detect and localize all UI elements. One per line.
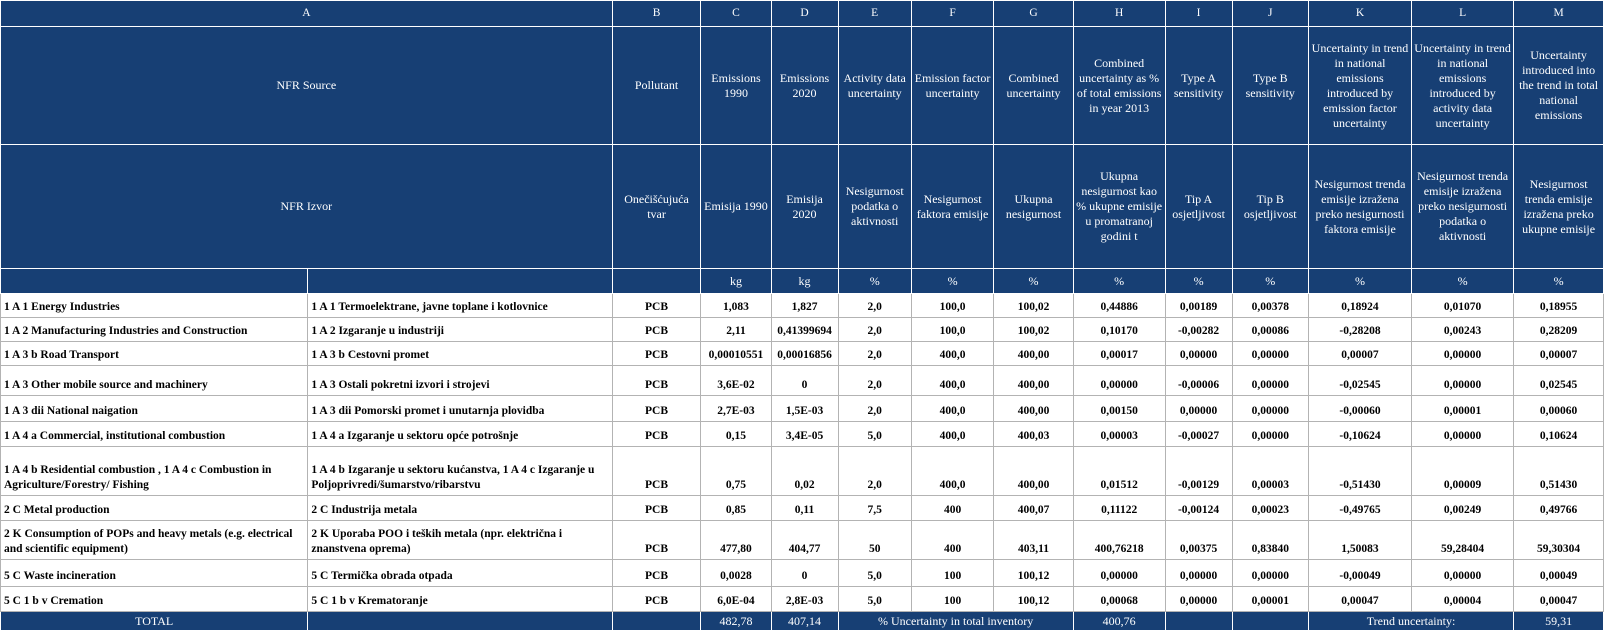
cell-trend-ad[interactable]: 0,00001 <box>1412 396 1514 422</box>
cell-combined-pct[interactable]: 0,00017 <box>1073 342 1165 366</box>
cell-emissions-1990[interactable]: 6,0E-04 <box>701 587 771 612</box>
cell-trend-ad[interactable]: 0,00243 <box>1412 318 1514 342</box>
cell-emissions-2020[interactable]: 0,02 <box>771 447 838 496</box>
col-letter-l[interactable]: L <box>1412 1 1514 27</box>
col-letter-e[interactable]: E <box>838 1 911 27</box>
table-row <box>1 521 1604 560</box>
header-trend-ef-uncertainty[interactable]: Uncertainty in trend in national emissions introduced by emission factor uncertainty <box>1308 27 1411 145</box>
cell-combined-uncertainty[interactable]: 100,02 <box>994 294 1073 318</box>
units-empty[interactable] <box>1 269 308 294</box>
cell-type-b[interactable]: 0,00000 <box>1232 560 1308 587</box>
cell-pollutant[interactable]: PCB <box>612 560 701 587</box>
cell-type-b[interactable]: 0,00000 <box>1232 366 1308 396</box>
table-row <box>1 396 1604 422</box>
header-nfr-source[interactable]: NFR Source <box>1 27 613 145</box>
cell-type-a[interactable]: 0,00000 <box>1165 342 1232 366</box>
cell-trend-ef[interactable]: 1,50083 <box>1308 521 1411 560</box>
header-combined-uncertainty-pct[interactable]: Combined uncertainty as % of total emissions in year 2013 <box>1073 27 1165 145</box>
cell-emissions-1990[interactable]: 0,0028 <box>701 560 771 587</box>
cell-type-b[interactable]: 0,00000 <box>1232 342 1308 366</box>
cell-trend-total[interactable]: 0,28209 <box>1514 318 1604 342</box>
cell-ad-uncertainty[interactable]: 2,0 <box>838 366 911 396</box>
cell-trend-total[interactable]: 0,51430 <box>1514 447 1604 496</box>
unit-cell[interactable]: % <box>994 269 1073 294</box>
header-pollutant[interactable]: Pollutant <box>612 27 701 145</box>
col-letter-h[interactable]: H <box>1073 1 1165 27</box>
unit-cell[interactable]: % <box>911 269 994 294</box>
cell-type-a[interactable]: 0,00000 <box>1165 587 1232 612</box>
cell-combined-pct[interactable]: 0,00000 <box>1073 366 1165 396</box>
header-trend-ukupna[interactable]: Nesigurnost trenda emisije izražena preko ukupne emisije <box>1514 145 1604 269</box>
cell-combined-uncertainty[interactable]: 100,12 <box>994 587 1073 612</box>
cell-ef-uncertainty[interactable]: 100 <box>911 587 994 612</box>
cell-trend-ad[interactable]: 0,00009 <box>1412 447 1514 496</box>
header-emisija-2020[interactable]: Emisija 2020 <box>771 145 838 269</box>
table-row <box>1 560 1604 587</box>
cell-nfr-izvor[interactable]: 1 A 2 Izgaranje u industriji <box>308 318 612 342</box>
cell-ad-uncertainty[interactable]: 5,0 <box>838 422 911 447</box>
cell-nfr-source[interactable]: 1 A 2 Manufacturing Industries and Construction <box>1 318 308 342</box>
cell-type-b[interactable]: 0,00003 <box>1232 447 1308 496</box>
col-letter-j[interactable]: J <box>1232 1 1308 27</box>
cell-ad-uncertainty[interactable]: 50 <box>838 521 911 560</box>
col-letter-g[interactable]: G <box>994 1 1073 27</box>
cell-emissions-1990[interactable]: 3,6E-02 <box>701 366 771 396</box>
cell-combined-pct[interactable]: 0,10170 <box>1073 318 1165 342</box>
cell-type-b[interactable]: 0,00001 <box>1232 587 1308 612</box>
cell-nfr-izvor[interactable]: 5 C Termička obrada otpada <box>308 560 612 587</box>
cell-combined-uncertainty[interactable]: 100,02 <box>994 318 1073 342</box>
header-tip-b[interactable]: Tip B osjetljivost <box>1232 145 1308 269</box>
cell-type-a[interactable]: 0,00375 <box>1165 521 1232 560</box>
cell-trend-ef[interactable]: -0,51430 <box>1308 447 1411 496</box>
cell-combined-pct[interactable]: 0,44886 <box>1073 294 1165 318</box>
header-combined-uncertainty[interactable]: Combined uncertainty <box>994 27 1073 145</box>
unit-cell[interactable]: % <box>1165 269 1232 294</box>
cell-emissions-1990[interactable]: 2,7E-03 <box>701 396 771 422</box>
cell-nfr-izvor[interactable]: 1 A 3 b Cestovni promet <box>308 342 612 366</box>
cell-nfr-source[interactable]: 2 K Consumption of POPs and heavy metals (e.g. electrical and scientific equipment) <box>1 521 308 560</box>
cell-emissions-2020[interactable]: 1,5E-03 <box>771 396 838 422</box>
cell-trend-ef[interactable]: 0,00007 <box>1308 342 1411 366</box>
cell-trend-ef[interactable]: -0,10624 <box>1308 422 1411 447</box>
cell-type-b[interactable]: 0,83840 <box>1232 521 1308 560</box>
cell-nfr-source[interactable]: 5 C Waste incineration <box>1 560 308 587</box>
cell-ef-uncertainty[interactable]: 100,0 <box>911 294 994 318</box>
header-emission-factor-uncertainty[interactable]: Emission factor uncertainty <box>911 27 994 145</box>
header-nesigurnost-aktivnosti[interactable]: Nesigurnost podatka o aktivnosti <box>838 145 911 269</box>
cell-nfr-izvor[interactable]: 2 K Uporaba POO i teških metala (npr. električna i znanstvena oprema) <box>308 521 612 560</box>
header-emissions-2020[interactable]: Emissions 2020 <box>771 27 838 145</box>
header-emissions-1990[interactable]: Emissions 1990 <box>701 27 771 145</box>
cell-nfr-source[interactable]: 2 C Metal production <box>1 496 308 521</box>
cell-combined-uncertainty[interactable]: 400,00 <box>994 366 1073 396</box>
unit-cell[interactable]: % <box>1073 269 1165 294</box>
total-label[interactable]: TOTAL <box>1 612 308 631</box>
cell-nfr-izvor[interactable]: 1 A 3 dii Pomorski promet i unutarnja plovidba <box>308 396 612 422</box>
cell-ad-uncertainty[interactable]: 2,0 <box>838 396 911 422</box>
trend-uncertainty-value[interactable]: 59,31 <box>1514 612 1604 631</box>
cell-emissions-2020[interactable]: 0,41399694 <box>771 318 838 342</box>
cell-trend-ef[interactable]: -0,00049 <box>1308 560 1411 587</box>
cell-ef-uncertainty[interactable]: 100 <box>911 560 994 587</box>
cell-emissions-2020[interactable]: 2,8E-03 <box>771 587 838 612</box>
header-trend-faktor[interactable]: Nesigurnost trenda emisije izražena preko nesigurnosti faktora emisije <box>1308 145 1411 269</box>
cell-trend-total[interactable]: 0,00060 <box>1514 396 1604 422</box>
cell-type-b[interactable]: 0,00000 <box>1232 396 1308 422</box>
cell-ef-uncertainty[interactable]: 400,0 <box>911 396 994 422</box>
cell-trend-ad[interactable]: 0,00249 <box>1412 496 1514 521</box>
col-letter-c[interactable]: C <box>701 1 771 27</box>
header-trend-ad-uncertainty[interactable]: Uncertainty in trend in national emissions introduced by activity data uncertainty <box>1412 27 1514 145</box>
unit-cell[interactable]: % <box>1514 269 1604 294</box>
cell-pollutant[interactable]: PCB <box>612 496 701 521</box>
cell-emissions-1990[interactable]: 1,083 <box>701 294 771 318</box>
header-nfr-izvor[interactable]: NFR Izvor <box>1 145 613 269</box>
cell-emissions-1990[interactable]: 0,00010551 <box>701 342 771 366</box>
cell-trend-ad[interactable]: 0,00000 <box>1412 422 1514 447</box>
cell-trend-total[interactable]: 0,00049 <box>1514 560 1604 587</box>
cell-emissions-1990[interactable]: 2,11 <box>701 318 771 342</box>
cell-emissions-2020[interactable]: 3,4E-05 <box>771 422 838 447</box>
cell-type-a[interactable]: 0,00000 <box>1165 396 1232 422</box>
cell-combined-uncertainty[interactable]: 403,11 <box>994 521 1073 560</box>
cell-combined-uncertainty[interactable]: 400,07 <box>994 496 1073 521</box>
cell-ad-uncertainty[interactable]: 2,0 <box>838 447 911 496</box>
trend-uncertainty-label[interactable]: Trend uncertainty: <box>1308 612 1513 631</box>
cell-ad-uncertainty[interactable]: 2,0 <box>838 342 911 366</box>
cell-nfr-izvor[interactable]: 1 A 1 Termoelektrane, javne toplane i kotlovnice <box>308 294 612 318</box>
cell-trend-ef[interactable]: -0,28208 <box>1308 318 1411 342</box>
cell-ad-uncertainty[interactable]: 5,0 <box>838 560 911 587</box>
unit-cell[interactable]: % <box>838 269 911 294</box>
cell-trend-total[interactable]: 59,30304 <box>1514 521 1604 560</box>
cell-trend-ef[interactable]: 0,18924 <box>1308 294 1411 318</box>
cell-type-b[interactable]: 0,00086 <box>1232 318 1308 342</box>
table-row <box>1 294 1604 318</box>
cell-trend-ef[interactable]: -0,00060 <box>1308 396 1411 422</box>
header-ukupna-nesigurnost-pct[interactable]: Ukupna nesigurnost kao % ukupne emisije u promatranoj godini t <box>1073 145 1165 269</box>
cell-combined-uncertainty[interactable]: 400,00 <box>994 447 1073 496</box>
header-type-b-sensitivity[interactable]: Type B sensitivity <box>1232 27 1308 145</box>
cell-combined-pct[interactable]: 0,01512 <box>1073 447 1165 496</box>
cell-type-a[interactable]: 0,00189 <box>1165 294 1232 318</box>
header-emisija-1990[interactable]: Emisija 1990 <box>701 145 771 269</box>
cell-pollutant[interactable]: PCB <box>612 342 701 366</box>
cell-type-a[interactable]: -0,00124 <box>1165 496 1232 521</box>
unit-cell[interactable]: % <box>1412 269 1514 294</box>
cell-pollutant[interactable]: PCB <box>612 422 701 447</box>
units-empty[interactable] <box>308 269 612 294</box>
table-row <box>1 587 1604 612</box>
column-letters-row <box>1 1 1604 27</box>
cell-type-a[interactable]: 0,00000 <box>1165 560 1232 587</box>
col-letter-i[interactable]: I <box>1165 1 1232 27</box>
cell-emissions-2020[interactable]: 0,00016856 <box>771 342 838 366</box>
cell-ad-uncertainty[interactable]: 5,0 <box>838 587 911 612</box>
cell-trend-ad[interactable]: 0,00000 <box>1412 560 1514 587</box>
cell-pollutant[interactable]: PCB <box>612 521 701 560</box>
cell-trend-ad[interactable]: 59,28404 <box>1412 521 1514 560</box>
cell-nfr-source[interactable]: 1 A 1 Energy Industries <box>1 294 308 318</box>
header-nesigurnost-faktora[interactable]: Nesigurnost faktora emisije <box>911 145 994 269</box>
unit-cell[interactable]: kg <box>701 269 771 294</box>
cell-ef-uncertainty[interactable]: 400,0 <box>911 342 994 366</box>
cell-emissions-1990[interactable]: 0,85 <box>701 496 771 521</box>
cell-pollutant[interactable]: PCB <box>612 318 701 342</box>
cell-nfr-source[interactable]: 1 A 4 b Residential combustion , 1 A 4 c Combustion in Agriculture/Forestry/ Fishing <box>1 447 308 496</box>
header-english-row <box>1 27 1604 145</box>
unit-cell[interactable]: % <box>1232 269 1308 294</box>
cell-emissions-1990[interactable]: 477,80 <box>701 521 771 560</box>
cell-type-a[interactable]: -0,00027 <box>1165 422 1232 447</box>
cell-combined-pct[interactable]: 0,00150 <box>1073 396 1165 422</box>
col-letter-a[interactable]: A <box>1 1 613 27</box>
cell-ef-uncertainty[interactable]: 100,0 <box>911 318 994 342</box>
total-empty[interactable] <box>1165 612 1232 631</box>
header-type-a-sensitivity[interactable]: Type A sensitivity <box>1165 27 1232 145</box>
cell-type-b[interactable]: 0,00378 <box>1232 294 1308 318</box>
cell-combined-uncertainty[interactable]: 100,12 <box>994 560 1073 587</box>
table-row <box>1 447 1604 496</box>
cell-nfr-source[interactable]: 1 A 4 a Commercial, institutional combustion <box>1 422 308 447</box>
cell-combined-pct[interactable]: 0,00068 <box>1073 587 1165 612</box>
cell-emissions-2020[interactable]: 1,827 <box>771 294 838 318</box>
cell-emissions-2020[interactable]: 0 <box>771 366 838 396</box>
cell-pollutant[interactable]: PCB <box>612 366 701 396</box>
cell-nfr-izvor[interactable]: 1 A 3 Ostali pokretni izvori i strojevi <box>308 366 612 396</box>
table-row <box>1 496 1604 521</box>
cell-trend-total[interactable]: 0,49766 <box>1514 496 1604 521</box>
total-empty[interactable] <box>1232 612 1308 631</box>
total-inventory-uncertainty-label[interactable]: % Uncertainty in total inventory <box>838 612 1073 631</box>
units-empty[interactable] <box>612 269 701 294</box>
cell-combined-pct[interactable]: 0,00000 <box>1073 560 1165 587</box>
cell-trend-ef[interactable]: 0,00047 <box>1308 587 1411 612</box>
total-inventory-uncertainty-value[interactable]: 400,76 <box>1073 612 1165 631</box>
cell-ef-uncertainty[interactable]: 400 <box>911 521 994 560</box>
header-tip-a[interactable]: Tip A osjetljivost <box>1165 145 1232 269</box>
col-letter-f[interactable]: F <box>911 1 994 27</box>
cell-nfr-izvor[interactable]: 1 A 4 b Izgaranje u sektoru kućanstva, 1 A 4 c Izgaranje u Poljoprivredi/šumarstvo/ribarstvu <box>308 447 612 496</box>
header-activity-data-uncertainty[interactable]: Activity data uncertainty <box>838 27 911 145</box>
unit-cell[interactable]: % <box>1308 269 1411 294</box>
col-letter-m[interactable]: M <box>1514 1 1604 27</box>
total-empty[interactable] <box>612 612 701 631</box>
table-row <box>1 342 1604 366</box>
cell-ef-uncertainty[interactable]: 400 <box>911 496 994 521</box>
cell-emissions-2020[interactable]: 404,77 <box>771 521 838 560</box>
cell-combined-pct[interactable]: 0,11122 <box>1073 496 1165 521</box>
cell-trend-ad[interactable]: 0,00000 <box>1412 366 1514 396</box>
cell-type-b[interactable]: 0,00023 <box>1232 496 1308 521</box>
cell-trend-ef[interactable]: -0,02545 <box>1308 366 1411 396</box>
header-trend-aktivnost[interactable]: Nesigurnost trenda emisije izražena preko nesigurnosti podatka o aktivnosti <box>1412 145 1514 269</box>
cell-ef-uncertainty[interactable]: 400,0 <box>911 447 994 496</box>
cell-emissions-2020[interactable]: 0 <box>771 560 838 587</box>
cell-type-a[interactable]: -0,00282 <box>1165 318 1232 342</box>
table-row <box>1 422 1604 447</box>
cell-trend-total[interactable]: 0,10624 <box>1514 422 1604 447</box>
cell-nfr-source[interactable]: 5 C 1 b v Cremation <box>1 587 308 612</box>
cell-trend-total[interactable]: 0,00047 <box>1514 587 1604 612</box>
col-letter-d[interactable]: D <box>771 1 838 27</box>
cell-ad-uncertainty[interactable]: 7,5 <box>838 496 911 521</box>
units-row <box>1 269 1604 294</box>
cell-nfr-source[interactable]: 1 A 3 Other mobile source and machinery <box>1 366 308 396</box>
header-ukupna-nesigurnost[interactable]: Ukupna nesigurnost <box>994 145 1073 269</box>
cell-pollutant[interactable]: PCB <box>612 447 701 496</box>
cell-ef-uncertainty[interactable]: 400,0 <box>911 366 994 396</box>
total-empty[interactable] <box>308 612 612 631</box>
cell-pollutant[interactable]: PCB <box>612 294 701 318</box>
cell-nfr-source[interactable]: 1 A 3 b Road Transport <box>1 342 308 366</box>
cell-nfr-source[interactable]: 1 A 3 dii National naigation <box>1 396 308 422</box>
cell-nfr-izvor[interactable]: 5 C 1 b v Krematoranje <box>308 587 612 612</box>
cell-trend-total[interactable]: 0,00007 <box>1514 342 1604 366</box>
cell-combined-uncertainty[interactable]: 400,00 <box>994 396 1073 422</box>
cell-ef-uncertainty[interactable]: 400,0 <box>911 422 994 447</box>
unit-cell[interactable]: kg <box>771 269 838 294</box>
cell-nfr-izvor[interactable]: 2 C Industrija metala <box>308 496 612 521</box>
cell-combined-uncertainty[interactable]: 400,03 <box>994 422 1073 447</box>
cell-emissions-1990[interactable]: 0,75 <box>701 447 771 496</box>
cell-ad-uncertainty[interactable]: 2,0 <box>838 294 911 318</box>
cell-combined-pct[interactable]: 400,76218 <box>1073 521 1165 560</box>
table-row <box>1 366 1604 396</box>
cell-pollutant[interactable]: PCB <box>612 587 701 612</box>
cell-trend-ad[interactable]: 0,00000 <box>1412 342 1514 366</box>
header-oneciscujuca-tvar[interactable]: Onečišćujuća tvar <box>612 145 701 269</box>
cell-type-a[interactable]: -0,00006 <box>1165 366 1232 396</box>
cell-trend-total[interactable]: 0,02545 <box>1514 366 1604 396</box>
header-croatian-row <box>1 145 1604 269</box>
cell-emissions-1990[interactable]: 0,15 <box>701 422 771 447</box>
header-trend-total-uncertainty[interactable]: Uncertainty introduced into the trend in total national emissions <box>1514 27 1604 145</box>
cell-nfr-izvor[interactable]: 1 A 4 a Izgaranje u sektoru opće potrošnje <box>308 422 612 447</box>
total-emissions-1990[interactable]: 482,78 <box>701 612 771 631</box>
cell-ad-uncertainty[interactable]: 2,0 <box>838 318 911 342</box>
col-letter-k[interactable]: K <box>1308 1 1411 27</box>
cell-trend-ef[interactable]: -0,49765 <box>1308 496 1411 521</box>
col-letter-b[interactable]: B <box>612 1 701 27</box>
cell-emissions-2020[interactable]: 0,11 <box>771 496 838 521</box>
total-emissions-2020[interactable]: 407,14 <box>771 612 838 631</box>
cell-combined-pct[interactable]: 0,00003 <box>1073 422 1165 447</box>
table-row <box>1 318 1604 342</box>
cell-combined-uncertainty[interactable]: 400,00 <box>994 342 1073 366</box>
cell-type-b[interactable]: 0,00000 <box>1232 422 1308 447</box>
cell-trend-total[interactable]: 0,18955 <box>1514 294 1604 318</box>
cell-type-a[interactable]: -0,00129 <box>1165 447 1232 496</box>
cell-pollutant[interactable]: PCB <box>612 396 701 422</box>
cell-trend-ad[interactable]: 0,00004 <box>1412 587 1514 612</box>
cell-trend-ad[interactable]: 0,01070 <box>1412 294 1514 318</box>
total-row <box>1 612 1604 631</box>
